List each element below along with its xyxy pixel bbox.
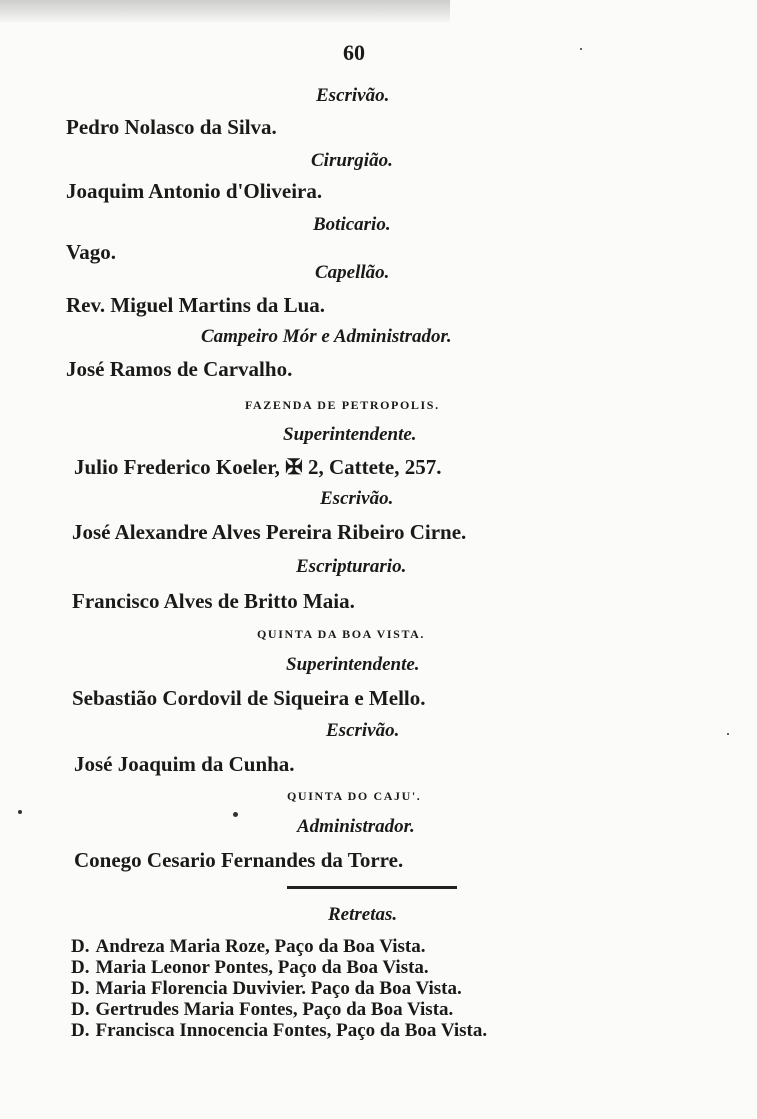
page-number: 60 [343,40,365,65]
honorific: D. [71,1020,90,1041]
scan-speck [18,810,22,814]
person-name: Joaquim Antonio d'Oliveira. [66,179,323,203]
person-name: José Alexandre Alves Pereira Ribeiro Cirne. [72,520,467,544]
role-title: Superintendente. [286,654,420,675]
role-title: Escrivão. [316,85,390,106]
scan-speck [233,812,238,817]
honorific: D. [71,957,90,978]
person-name: José Joaquim da Cunha. [74,752,295,776]
role-title: Capellão. [315,262,390,283]
section-heading: QUINTA DA BOA VISTA. [257,627,426,641]
retretas-list [71,936,487,1041]
person-name: Pedro Nolasco da Silva. [66,115,277,139]
role-title: Escrivão. [326,720,400,741]
honorific: D. [71,936,90,957]
list-item [71,978,487,999]
list-item-text: Francisca Innocencia Fontes, Paço da Boa Vista. [95,1020,488,1041]
list-item [71,957,487,978]
list-item-text: Maria Leonor Pontes, Paço da Boa Vista. [95,957,429,978]
role-title: Escripturario. [296,556,407,577]
person-name: Francisco Alves de Britto Maia. [72,589,355,613]
scan-noise [0,0,450,22]
list-item-text: Maria Florencia Duvivier. Paço da Boa Vista. [95,978,462,999]
honorific: D. [71,999,90,1020]
role-title: Campeiro Mór e Administrador. [201,326,452,347]
role-title: Administrador. [297,816,415,837]
person-name: Julio Frederico Koeler, ✠ 2, Cattete, 257. [74,455,442,479]
role-title: Boticario. [313,214,391,235]
retretas-heading: Retretas. [328,904,398,925]
list-item [71,936,487,957]
role-title: Cirurgião. [311,150,393,171]
person-name: Rev. Miguel Martins da Lua. [66,293,326,317]
person-name: Sebastião Cordovil de Siqueira e Mello. [72,686,426,710]
list-item [71,1020,487,1041]
person-name: Conego Cesario Fernandes da Torre. [74,848,404,872]
list-item-text: Gertrudes Maria Fontes, Paço da Boa Vista. [95,999,454,1020]
role-title: Escrivão. [320,488,394,509]
scan-speck [580,48,582,50]
honorific: D. [71,978,90,999]
person-name: José Ramos de Carvalho. [66,357,293,381]
section-heading: FAZENDA DE PETROPOLIS. [245,398,440,412]
list-item [71,999,487,1020]
section-heading: QUINTA DO CAJU'. [287,789,422,803]
person-name: Vago. [66,240,116,264]
list-item-text: Andreza Maria Roze, Paço da Boa Vista. [95,936,426,957]
scan-speck [727,733,729,735]
section-divider [287,886,457,889]
role-title: Superintendente. [283,424,417,445]
